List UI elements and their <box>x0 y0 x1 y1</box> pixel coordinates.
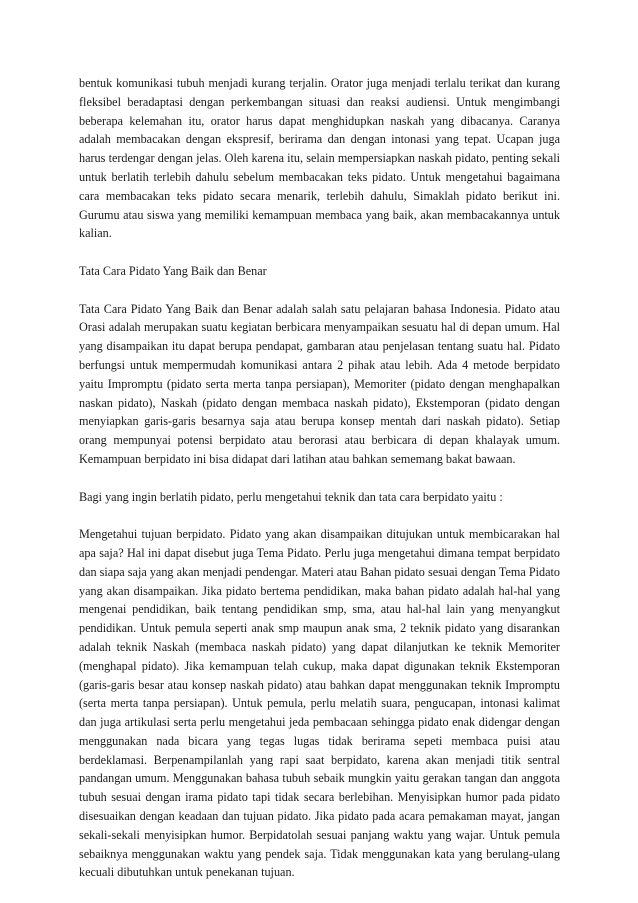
paragraph-intro: bentuk komunikasi tubuh menjadi kurang terjalin. Orator juga menjadi terlalu terikat dan kurang fleksibel beradaptasi dengan perkembangan situasi dan reaksi audiensi. Untuk mengimbangi beberapa kelemahan itu, orator harus dapat menghidupkan naskah yang dibacanya. Caranya adalah membacakan dengan ekspresif, berirama dan dengan intonasi yang tepat. Ucapan juga harus terdengar dengan jelas. Oleh karena itu, selain mempersiapkan naskah pidato, penting sekali untuk berlatih terlebih dahulu sebelum membacakan teks pidato. Untuk mengetahui bagaimana cara membacakan teks pidato secara menarik, terlebih dahulu, Simaklah pidato berikut ini. Gurumu atau siswa yang memiliki kemampuan membaca yang baik, akan membacakannya untuk kalian. <box>79 76 560 241</box>
paragraph-lead-in: Bagi yang ingin berlatih pidato, perlu mengetahui teknik dan tata cara berpidato yaitu : <box>79 489 503 504</box>
paragraph-techniques: Mengetahui tujuan berpidato. Pidato yang akan disampaikan ditujukan untuk membicarakan hal apa saja? Hal ini dapat disebut juga Tema Pidato. Perlu juga mengetahui dimana tempat berpidato dan siapa saja yang akan menjadi pendengar. Materi atau Bahan pidato sesuai dengan Tema Pidato yang akan disampaikan. Jika pidato bertema pendidikan, maka bahan pidato adalah hal-hal yang mengenai pendidikan, baik tentang pendidikan smp, sma, atau hal-hal lain yang menyangkut pendidikan. Untuk pemula seperti anak smp maupun anak sma, 2 teknik pidato yang disarankan adalah teknik Naskah (membaca naskah pidato) yang dapat dilanjutkan ke teknik Memoriter (menghapal pidato). Jika kemampuan telah cukup, maka dapat digunakan teknik Ekstemporan (garis-garis besar atau konsep naskah pidato) atau bahkan dapat menggunakan teknik Impromptu (serta merta tanpa persiapan). Untuk pemula, perlu melatih suara, pengucapan, intonasi kalimat dan juga artikulasi serta perlu mengetahui jeda pembacaan sehingga pidato enak didengar dengan menggunakan nada bicara yang tegas lugas tidak berirama sepeti membaca puisi atau berdeklamasi. Berpenampilanlah yang rapi saat berpidato, karena akan menjadi titik sentral pandangan umum. Menggunakan bahasa tubuh sebaik mungkin yaitu gerakan tangan dan anggota tubuh sesuai dengan irama pidato tapi tidak secara berlebihan. Menyisipkan humor pada pidato disesuaikan dengan keadaan dan tujuan pidato. Jika pidato pada acara pemakaman mayat, jangan sekali-sekali menyisipkan humor. Berpidatolah sesuai panjang waktu yang wajar. Untuk pemula sebaiknya menggunakan waktu yang pendek saja. Tidak menggunakan kata yang berulang-ulang kecuali dibutuhkan untuk penekanan tujuan. <box>79 527 560 880</box>
document-body <box>79 74 560 882</box>
paragraph-definition: Tata Cara Pidato Yang Baik dan Benar adalah salah satu pelajaran bahasa Indonesia. Pidato atau Orasi adalah merupakan suatu kegiatan berbicara menyampaikan sesuatu hal di depan umum. Hal yang disampaikan itu dapat berupa pendapat, gambaran atau penjelasan tentang suatu hal. Pidato berfungsi untuk mempermudah komunikasi antara 2 pihak atau lebih. Ada 4 metode berpidato yaitu Impromptu (pidato serta merta tanpa persiapan), Memoriter (pidato dengan menghapalkan naskan pidato), Naskah (pidato dengan membaca naskah pidato), Ekstemporan (pidato dengan menyiapkan garis-garis besarnya saja atau berupa konsep mentah dari naskah pidato). Setiap orang mempunyai potensi berpidato atau berorasi atau berbicara di depan khalayak umum. Kemampuan berpidato ini bisa didapat dari latihan atau bahkan sememang bakat bawaan. <box>79 301 560 466</box>
section-heading: Tata Cara Pidato Yang Baik dan Benar <box>79 263 267 278</box>
